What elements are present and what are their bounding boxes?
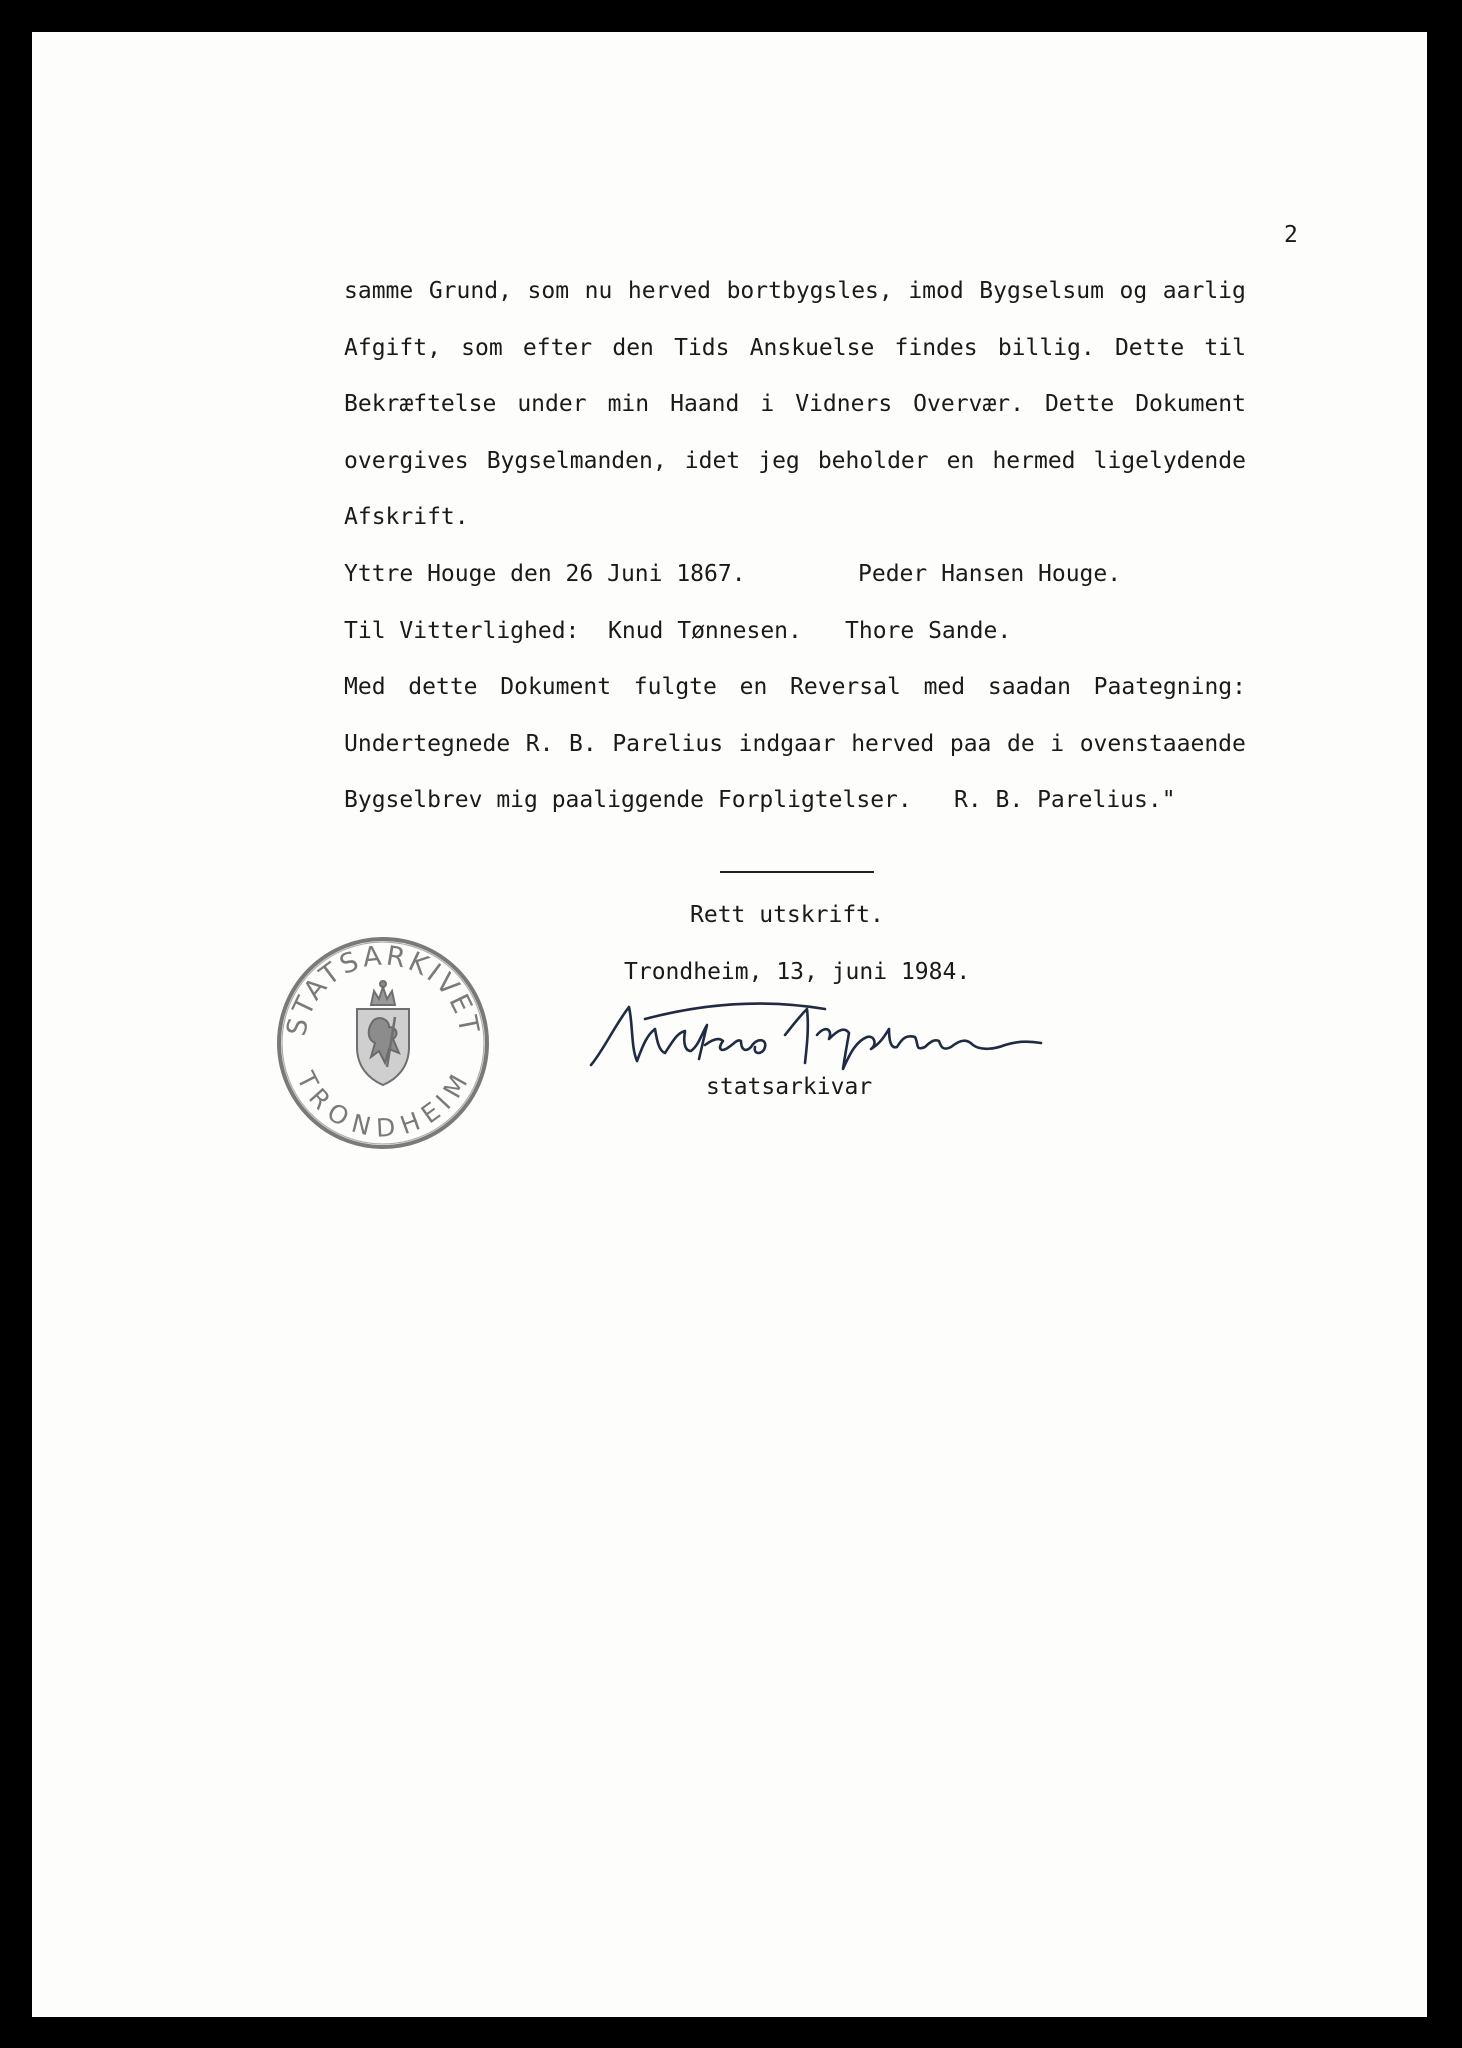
paragraph-line-2 bbox=[344, 333, 1246, 363]
reversal-line-2 bbox=[344, 729, 1246, 759]
place-date: Yttre Houge den 26 Juni 1867. bbox=[344, 561, 746, 587]
certification-title: Rett utskrift. bbox=[690, 902, 884, 928]
document-page bbox=[32, 32, 1427, 2017]
word: dette bbox=[408, 674, 478, 700]
witness-2: Thore Sande. bbox=[845, 618, 1012, 644]
reversal-signature: R. B. Parelius." bbox=[954, 787, 1176, 813]
word: Afgift, bbox=[344, 335, 441, 361]
reversal-line-3 bbox=[344, 785, 1246, 815]
witness-1: Knud Tønnesen. bbox=[608, 618, 802, 644]
word: i bbox=[1050, 731, 1065, 757]
word: beholder bbox=[817, 448, 929, 474]
stamp-bottom-text: TRONDHEIM bbox=[291, 1067, 475, 1143]
word: ligelydende bbox=[1093, 448, 1246, 474]
word: findes bbox=[894, 335, 978, 361]
word: Dette bbox=[1044, 391, 1115, 417]
word: samme bbox=[344, 278, 414, 304]
word: Grund, bbox=[428, 278, 512, 304]
word: indgaar bbox=[738, 731, 836, 757]
paragraph-line-3 bbox=[344, 389, 1246, 419]
word: fulgte bbox=[633, 674, 717, 700]
word: Vidners bbox=[795, 391, 893, 417]
word: Dette bbox=[1114, 335, 1185, 361]
word: de bbox=[1006, 731, 1035, 757]
word: overgives bbox=[344, 448, 469, 474]
word: Anskuelse bbox=[749, 335, 875, 361]
word: nu bbox=[584, 278, 613, 304]
paragraph-line-4 bbox=[344, 446, 1246, 476]
witnesses-line bbox=[344, 616, 1246, 646]
word: Tids bbox=[674, 335, 730, 361]
word: Bygselsum bbox=[979, 278, 1104, 304]
word: Parelius bbox=[612, 731, 724, 757]
word: bortbygsles, bbox=[726, 278, 893, 304]
word: jeg bbox=[758, 448, 800, 474]
word: efter bbox=[522, 335, 593, 361]
paragraph-line-1 bbox=[344, 276, 1246, 306]
word: Paategning: bbox=[1093, 674, 1246, 700]
word: som bbox=[461, 335, 503, 361]
word: med bbox=[923, 674, 966, 700]
word: i bbox=[760, 391, 775, 417]
word: og bbox=[1119, 278, 1148, 304]
handwritten-signature bbox=[585, 995, 1045, 1075]
word: Med bbox=[344, 674, 386, 700]
word: herved bbox=[851, 731, 935, 757]
word: under bbox=[517, 391, 587, 417]
word: min bbox=[607, 391, 650, 417]
word: Reversal bbox=[790, 674, 901, 700]
signer-name: Peder Hansen Houge. bbox=[858, 561, 1122, 587]
certification-role: statsarkivar bbox=[706, 1074, 873, 1100]
word: Dokument bbox=[500, 674, 612, 700]
coat-of-arms-icon bbox=[357, 981, 409, 1085]
stamp-top-text: STATSARKIVET bbox=[281, 940, 485, 1039]
word: paa bbox=[949, 731, 992, 757]
word: som bbox=[527, 278, 570, 304]
witnesses-label: Til Vitterlighed: bbox=[344, 618, 580, 644]
word: Undertegnede bbox=[344, 731, 511, 757]
word: til bbox=[1204, 335, 1246, 361]
word: Dokument bbox=[1135, 391, 1246, 417]
word: saadan bbox=[987, 674, 1071, 700]
word: herved bbox=[627, 278, 711, 304]
word: B. bbox=[569, 731, 597, 757]
paragraph-line-5: Afskrift. bbox=[344, 504, 469, 530]
reversal-text: Bygselbrev mig paaliggende Forpligtelser. bbox=[344, 787, 912, 813]
page-number: 2 bbox=[1284, 222, 1298, 248]
word: hermed bbox=[992, 448, 1076, 474]
word: Bygselmanden, bbox=[486, 448, 667, 474]
word: en bbox=[946, 448, 975, 474]
certification-place-date: Trondheim, 13, juni 1984. bbox=[624, 959, 971, 985]
word: den bbox=[612, 335, 654, 361]
word: idet bbox=[684, 448, 741, 474]
word: Bekræftelse bbox=[344, 391, 497, 417]
word: aarlig bbox=[1162, 278, 1246, 304]
word: en bbox=[739, 674, 768, 700]
word: R. bbox=[525, 731, 554, 757]
word: Haand bbox=[670, 391, 740, 417]
archive-stamp bbox=[275, 935, 491, 1151]
place-date-line bbox=[344, 559, 1246, 589]
reversal-line-1 bbox=[344, 672, 1246, 702]
word: ovenstaaende bbox=[1079, 731, 1246, 757]
separator-rule bbox=[720, 871, 874, 873]
word: billig. bbox=[997, 335, 1095, 361]
word: Overvær. bbox=[913, 391, 1024, 417]
word: imod bbox=[908, 278, 964, 304]
